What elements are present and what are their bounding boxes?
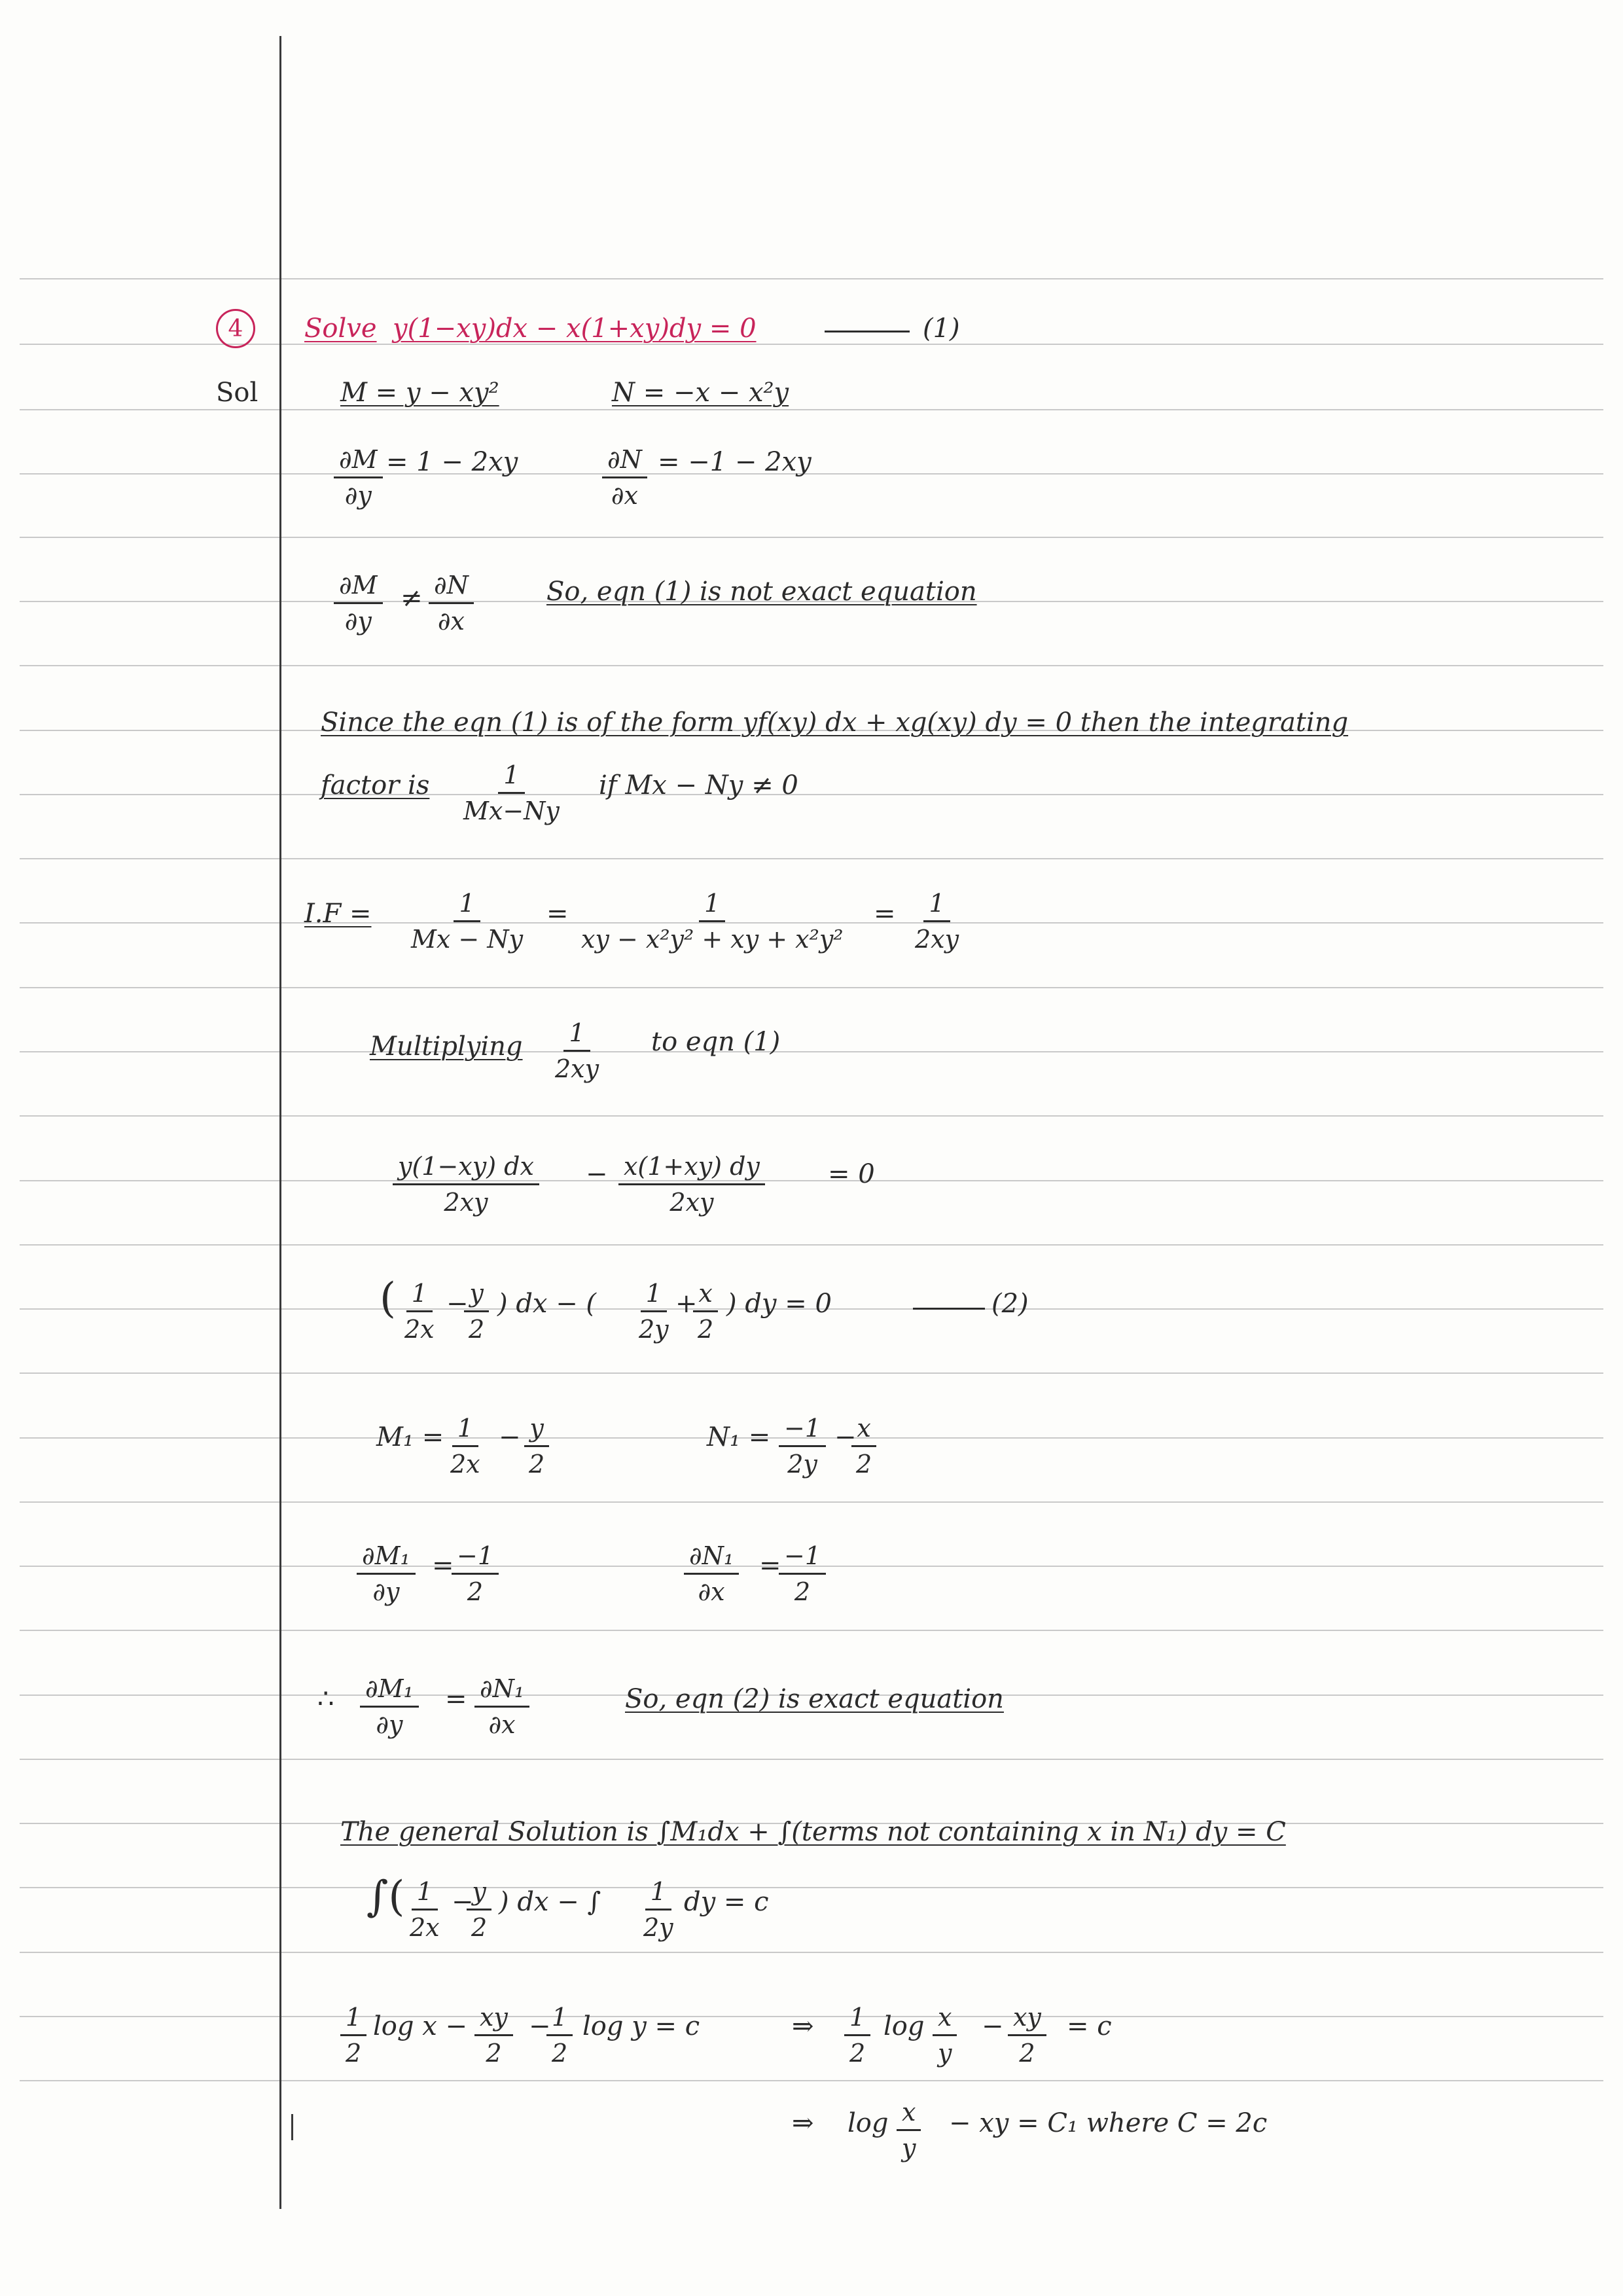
multiplying-rest: to eqn (1) (651, 1027, 781, 1057)
dm1-dy: $\frac{\text{∂M₁}}{\partial y}$ (357, 1541, 416, 1606)
eqA-fraction-2: $\frac{x(1+xy) dy}{2xy}$ (618, 1152, 765, 1217)
result-half-2: $\frac{1}{2}$ (546, 2003, 573, 2068)
tag-dash (825, 331, 910, 332)
m-definition: M = y − xy² (340, 378, 499, 408)
eqA-minus: − (586, 1159, 608, 1189)
exact-eq: = (445, 1684, 467, 1714)
result-xy-1: $\frac{xy}{2}$ (474, 2003, 513, 2068)
n1-label: N₁ = (707, 1422, 771, 1452)
if-fraction-1: $\frac{1}{Mx - Ny}$ (411, 889, 524, 954)
eq2-term-c: $\frac{1}{2y}$ (639, 1279, 669, 1344)
if-equals-2: = (874, 899, 896, 929)
dm1-eq: = (432, 1551, 454, 1581)
if-fraction-3: $\frac{1}{2xy}$ (915, 889, 959, 954)
factor-fraction: $\frac{1}{Mx-Ny}$ (463, 761, 560, 825)
dn-dx: $\frac{\partial N}{\partial x}$ (602, 445, 647, 510)
result-xy-2: $\frac{xy}{2}$ (1008, 2003, 1046, 2068)
integral-term-a: $\frac{1}{2x}$ (410, 1877, 440, 1942)
integral-middle: ) dx − ∫ (499, 1887, 601, 1917)
eq2-end: ) dy = 0 (726, 1289, 832, 1319)
neq-symbol: ≠ (401, 583, 423, 613)
eq2-term-d: $\frac{x}{2}$ (692, 1279, 719, 1344)
dn-dx-value: = −1 − 2xy (658, 447, 812, 477)
dn1-value: $\frac{-1}{2}$ (779, 1541, 826, 1606)
eqA-rhs: = 0 (828, 1159, 875, 1189)
question-equation: y(1−xy)dx − x(1+xy)dy = 0 (393, 314, 757, 344)
dn1-eq: = (759, 1551, 781, 1581)
result-minus: − (529, 2011, 551, 2041)
if-equals-1: = (546, 899, 569, 929)
exact-lhs: $\frac{\text{∂M₁}}{\partial y}$ (360, 1674, 419, 1739)
m1-term-a: $\frac{1}{2x}$ (450, 1414, 480, 1479)
result-half-1: $\frac{1}{2}$ (340, 2003, 366, 2068)
margin-line (279, 36, 281, 2209)
result-x-over-y: $\frac{x}{y}$ (933, 2003, 957, 2068)
general-solution-statement: The general Solution is ∫M₁dx + ∫(terms not containing x in N₁) dy = C (340, 1817, 1286, 1847)
integral-rhs: dy = c (684, 1887, 769, 1917)
result-logx: log x − (373, 2011, 467, 2041)
m1-op: − (499, 1422, 521, 1452)
integral-open: ∫( (366, 1873, 405, 1921)
result-half-3: $\frac{1}{2}$ (844, 2003, 870, 2068)
question-label: Solve (304, 314, 377, 344)
eq2-minus: − (446, 1289, 469, 1319)
dm-dy-value: = 1 − 2xy (386, 447, 518, 477)
m1-term-b: $\frac{y}{2}$ (524, 1414, 550, 1479)
final-arrow: ⇒ (792, 2108, 814, 2138)
since-statement: Since the eqn (1) is of the form yf(xy) dx + xg(xy) dy = 0 then the integrating (321, 708, 1349, 738)
eq2-tag: (2) (991, 1289, 1029, 1319)
factor-word: factor is (321, 770, 430, 800)
result-minus-2: − (982, 2011, 1004, 2041)
eqA-fraction-1: $\frac{y(1-xy) dx}{2xy}$ (393, 1152, 539, 1217)
if-label: I.F = (304, 899, 372, 929)
dm1-value: $\frac{-1}{2}$ (452, 1541, 499, 1606)
result-log: log (883, 2011, 925, 2041)
eq2-open-paren: ( (380, 1274, 396, 1323)
result-logy: log y = c (582, 2011, 700, 2041)
margin-tick (291, 2114, 293, 2140)
final-rest: − xy = C₁ where C = 2c (949, 2108, 1268, 2138)
n1-term-a: $\frac{-1}{2y}$ (779, 1414, 826, 1479)
not-exact-statement: So, eqn (1) is not exact equation (546, 577, 977, 607)
eq2-tag-dash (913, 1308, 985, 1310)
final-x-over-y: $\frac{x}{y}$ (897, 2098, 921, 2162)
therefore-symbol: ∴ (317, 1684, 334, 1714)
result-arrow: ⇒ (792, 2011, 814, 2041)
result-rhs: = c (1067, 2011, 1112, 2041)
n1-op: − (834, 1422, 857, 1452)
neq-lhs: $\frac{\partial M}{\partial y}$ (334, 571, 383, 636)
n1-term-b: $\frac{x}{2}$ (851, 1414, 877, 1479)
integral-term-c: $\frac{1}{2y}$ (643, 1877, 673, 1942)
final-log: log (847, 2108, 889, 2138)
n-definition: N = −x − x²y (612, 378, 789, 408)
eq2-middle: ) dx − ( (497, 1289, 597, 1319)
eq2-term-a: $\frac{1}{2x}$ (404, 1279, 435, 1344)
eq2-plus: + (675, 1289, 698, 1319)
exact-statement: So, eqn (2) is exact equation (625, 1684, 1004, 1714)
dn1-dx: $\frac{\text{∂N₁}}{\partial x}$ (684, 1541, 739, 1606)
eq2-term-b: $\frac{y}{2}$ (463, 1279, 490, 1344)
factor-condition: if Mx − Ny ≠ 0 (599, 770, 798, 800)
sol-label: Sol (216, 378, 259, 408)
equation-tag: (1) (923, 314, 960, 344)
multiplying-word: Multiplying (370, 1031, 523, 1062)
dm-dy: $\frac{\partial M}{\partial y}$ (334, 445, 383, 510)
m1-label: M₁ = (376, 1422, 444, 1452)
neq-rhs: $\frac{\partial N}{\partial x}$ (429, 571, 474, 636)
integral-op: − (452, 1887, 474, 1917)
if-fraction-2: $\frac{1}{\text{xy − x²y² + xy + x²y²}}$ (581, 889, 844, 954)
multiplying-fraction: $\frac{1}{2xy}$ (555, 1018, 599, 1083)
question-number: 4 (216, 309, 255, 348)
integral-term-b: $\frac{y}{2}$ (466, 1877, 492, 1942)
exact-rhs: $\frac{\text{∂N₁}}{\partial x}$ (474, 1674, 529, 1739)
